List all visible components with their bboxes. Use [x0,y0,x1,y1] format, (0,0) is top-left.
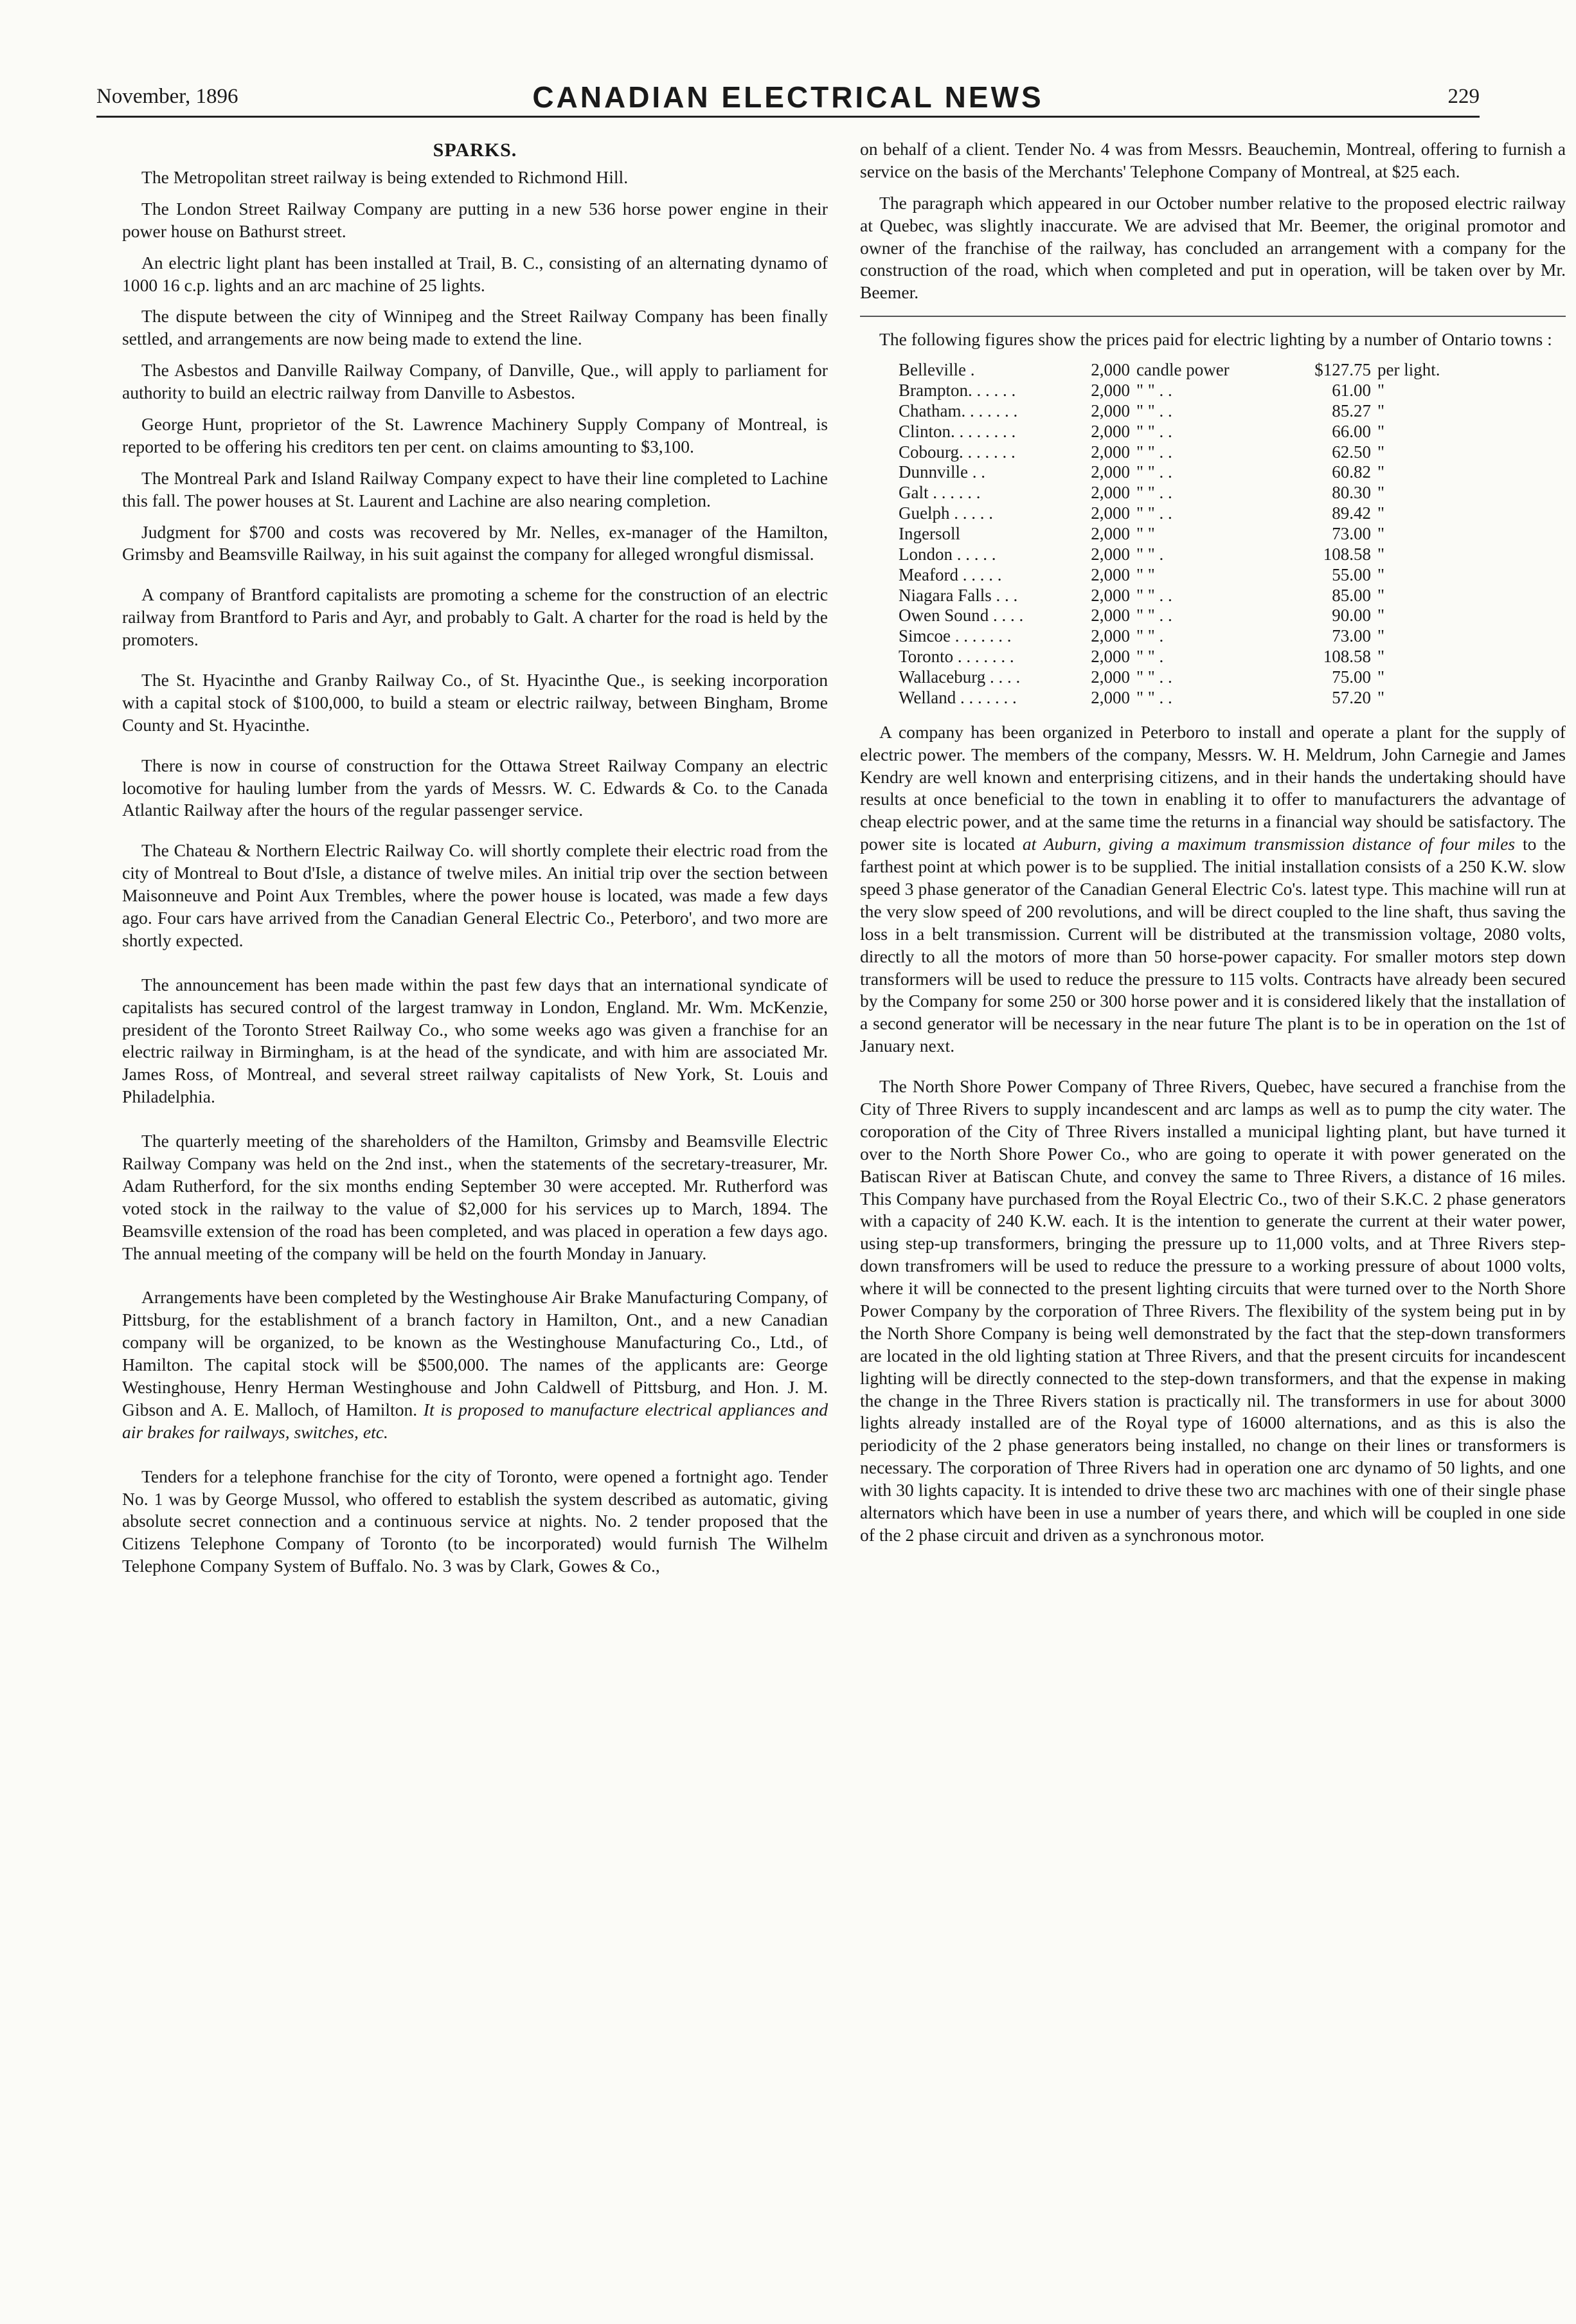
cell-per: " [1377,667,1385,687]
cell-town: Simcoe . . . . . . . [899,626,1012,646]
cell-town: Wallaceburg . . . . [899,667,1021,687]
table-row [899,462,1474,483]
table-row [899,483,1474,503]
cell-cp: 2,000 [1091,687,1130,707]
cell-town: Welland . . . . . . . [899,687,1017,707]
paragraph-text: to the farthest point at which power is to be supplied. The initial installation consists of a 250 K.W. slow speed 3 phase generator of the Canadian General Electric Co's. latest type. This machine will run at the very slow speed of 200 revolutions, and will be direct coupled to the line shaft, thus saving the loss in a belt transmission. Current will be distributed at the transmission voltage, 2080 volts, directly to all the motors of more than 50 horse-power capacity. For smaller motors step down transformers will be used to reduce the pressure to 115 volts. Contracts have already been secured by the Company for some 250 or 300 horse power and it is considered likely that the installation of a second generator will be necessary in the near future The plant is to be in operation on the 1st of January next. [860,834,1566,1056]
paragraph: The Montreal Park and Island Railway Company expect to have their line completed to Lachine this fall. The power houses at St. Laurent and Lachine are also nearing completion. [122,467,828,510]
paragraph: An electric light plant has been installed at Trail, B. C., consisting of an alternating dynamo of 1000 16 c.p. lights and an arc machine of 25 lights. [122,252,828,295]
cell-price: 73.00 [1332,626,1371,646]
cell-town: Niagara Falls . . . [899,585,1018,605]
cell-unit: " " . . [1136,442,1172,462]
cell-per: " [1377,687,1385,707]
paragraph: A company of Brantford capitalists are promoting a scheme for the construction of an electric railway from Brantford to Paris and Ayr, and probably to Galt. A charter for the road is held by the promoters. [122,584,828,650]
cell-unit: " " . . [1136,503,1172,523]
cell-per: " [1377,503,1385,523]
cell-price: 66.00 [1332,421,1371,441]
paragraph: The dispute between the city of Winnipeg and the Street Railway Company has been finally settled, and arrangements are now being made to extend the line. [122,306,828,349]
cell-cp: 2,000 [1091,442,1130,462]
table-row [899,503,1474,524]
cell-town: Clinton. . . . . . . . [899,421,1016,441]
cell-unit: " " [1136,524,1155,543]
cell-town: Toronto . . . . . . . [899,647,1014,667]
cell-cp: 2,000 [1091,360,1130,380]
table-row [899,545,1474,565]
cell-price: 55.00 [1332,564,1371,584]
cell-cp: 2,000 [1091,667,1130,687]
cell-cp: 2,000 [1091,380,1130,400]
cell-price: $127.75 [1314,360,1371,380]
cell-unit: " " [1136,564,1155,584]
cell-price: 89.42 [1332,503,1371,523]
cell-town: Owen Sound . . . . [899,606,1024,626]
cell-unit: " " . [1136,626,1164,646]
cell-town: Brampton. . . . . . [899,380,1016,400]
paragraph-text: A company has been organized in Peterboro to install and operate a plant for the supply of electric power. The members of the company, Messrs. W. H. Meldrum, John Carnegie and James Kendry are well known and enterprising citizens, and in their hands the undertaking should have results at once beneficial to the town in enabling it to offer to manufacturers the advantage of cheap electric power, and at the same time the returns in a financial way should be satisfactory. The power site is located [860,721,1566,854]
paragraph: George Hunt, proprietor of the St. Lawrence Machinery Supply Company of Montreal, is reported to be offering his creditors ten per cent. on claims amounting to $3,100. [122,413,828,456]
cell-unit: " " . . [1136,606,1172,626]
table-row [899,586,1474,606]
cell-unit: " " . . [1136,401,1172,420]
cell-price: 108.58 [1323,647,1371,667]
right-column [860,138,1566,1556]
table-row [899,565,1474,586]
cell-price: 57.20 [1332,687,1371,707]
cell-cp: 2,000 [1091,421,1130,441]
page-header [96,80,1480,118]
cell-town: Meaford . . . . . [899,564,1002,584]
paragraph [122,1286,828,1443]
cell-per: " [1377,647,1385,667]
price-table-body [899,360,1474,708]
cell-unit: " " . [1136,544,1164,564]
cell-cp: 2,000 [1091,626,1130,646]
cell-cp: 2,000 [1091,606,1130,626]
cell-unit: " " . . [1136,421,1172,441]
italic-text: at Auburn, giving a maximum transmission distance of four miles [1022,834,1516,854]
table-row [899,606,1474,626]
table-row [899,381,1474,401]
cell-town: Chatham. . . . . . . [899,401,1018,420]
paragraph-text: Arrangements have been completed by the Westinghouse Air Brake Manufacturing Company, of Pittsburg, for the establishment of a branch factory in Hamilton, Ont., and a new Canadian company will be organized, to be known as the Westinghouse Manufacturing Co., Ltd., of Hamilton. The capital stock will be $500,000. The names of the applicants are: George Westinghouse, Henry Herman Westinghouse and John Caldwell of Pittsburg, and Hon. J. M. Gibson and A. E. Malloch, of Hamilton. [122,1287,828,1419]
cell-price: 108.58 [1323,544,1371,564]
table-row [899,524,1474,545]
cell-price: 85.27 [1332,401,1371,420]
table-row [899,647,1474,667]
cell-unit: " " . [1136,647,1164,667]
table-row [899,442,1474,463]
cell-cp: 2,000 [1091,647,1130,667]
paragraph: Tenders for a telephone franchise for the city of Toronto, were opened a fortnight ago. Tender No. 1 was by George Mussol, who offered to establish the system described as automatic, giving absolute secret connection and a continuous service at nights. No. 2 tender proposed that the Citizens Telephone Company of Toronto (to be incorporated) would furnish The Wilhelm Telephone Company System of Buffalo. No. 3 was by Clark, Gowes & Co., [122,1466,828,1576]
cell-unit: " " . . [1136,585,1172,605]
cell-town: Cobourg. . . . . . . [899,442,1016,462]
paragraph: on behalf of a client. Tender No. 4 was from Messrs. Beauchemin, Montreal, offering to furnish a service on the basis of the Merchants' Telephone Company of Montreal, at $25 each. [860,139,1566,181]
cell-per: " [1377,544,1385,564]
cell-unit: " " . . [1136,462,1172,482]
cell-cp: 2,000 [1091,462,1130,482]
paragraph: Judgment for $700 and costs was recovered by Mr. Nelles, ex-manager of the Hamilton, Grimsby and Beamsville Railway, in his suit against the company for alleged wrongful dismissal. [122,521,828,564]
cell-per: " [1377,442,1385,462]
cell-per: " [1377,380,1385,400]
cell-town: Ingersoll [899,524,960,543]
cell-unit: " " . . [1136,380,1172,400]
cell-price: 61.00 [1332,380,1371,400]
divider [860,316,1566,317]
cell-per: per light. [1377,360,1440,380]
cell-town: Galt . . . . . . [899,483,981,503]
cell-per: " [1377,564,1385,584]
section-title: SPARKS. [433,140,517,161]
paragraph: The London Street Railway Company are putting in a new 536 horse power engine in their power house on Bathurst street. [122,198,828,241]
cell-per: " [1377,626,1385,646]
cell-unit: " " . . [1136,687,1172,707]
cell-price: 60.82 [1332,462,1371,482]
cell-per: " [1377,606,1385,626]
issue-date: November, 1896 [96,85,238,108]
cell-price: 73.00 [1332,524,1371,543]
cell-cp: 2,000 [1091,401,1130,420]
cell-cp: 2,000 [1091,564,1130,584]
left-column [122,138,828,1587]
cell-per: " [1377,585,1385,605]
cell-per: " [1377,524,1385,543]
paragraph: There is now in course of construction for the Ottawa Street Railway Company an electric locomotive for hauling lumber from the yards of Messrs. W. C. Edwards & Co. to the Canada Atlantic Railway after the hours of the regular passenger service. [122,755,828,820]
paragraph: The Asbestos and Danville Railway Company, of Danville, Que., will apply to parliament for authority to build an electric railway from Danville to Asbestos. [122,360,828,403]
cell-per: " [1377,462,1385,482]
paragraph: The St. Hyacinthe and Granby Railway Co., of St. Hyacinthe Que., is seeking incorporation with a capital stock of $100,000, to build a steam or electric railway, between Bingham, Brome County and St. Hyacinthe. [122,669,828,735]
cell-price: 75.00 [1332,667,1371,687]
cell-per: " [1377,483,1385,503]
cell-town: Guelph . . . . . [899,503,993,523]
price-table [899,360,1474,708]
cell-price: 85.00 [1332,585,1371,605]
paragraph: The following figures show the prices paid for electric lighting by a number of Ontario towns : [879,329,1552,350]
table-row [899,401,1474,422]
cell-unit: " " . . [1136,667,1172,687]
cell-price: 80.30 [1332,483,1371,503]
cell-per: " [1377,401,1385,420]
cell-cp: 2,000 [1091,503,1130,523]
cell-price: 90.00 [1332,606,1371,626]
paragraph: The quarterly meeting of the shareholders of the Hamilton, Grimsby and Beamsville Electric Railway Company was held on the 2nd inst., when the statements of the secretary-treasurer, Mr. Adam Rutherford, for the six months ending September 30 were accepted. Mr. Rutherford was voted stock in the railway to the value of $2,000 for his services up to March, 1894. The Beamsville extension of the road has been completed, and was placed in operation a few days ago. The annual meeting of the company will be held on the fourth Monday in January. [122,1131,828,1263]
page-number: 229 [1447,85,1480,108]
cell-town: Belleville . [899,360,975,380]
cell-unit: " " . . [1136,483,1172,503]
cell-per: " [1377,421,1385,441]
cell-cp: 2,000 [1091,524,1130,543]
cell-cp: 2,000 [1091,585,1130,605]
cell-price: 62.50 [1332,442,1371,462]
cell-cp: 2,000 [1091,483,1130,503]
cell-cp: 2,000 [1091,544,1130,564]
paragraph: The North Shore Power Company of Three Rivers, Quebec, have secured a franchise from the City of Three Rivers to supply incandescent and arc lamps as well as to pump the city water. The coroporation of the City of Three Rivers installed a municipal lighting plant, but have turned it over to the North Shore Power Co., who are going to operate it with power generated on the Batiscan River at Batiscan Chute, and convey the same to Three Rivers, a distance of 16 miles. This Company have purchased from the Royal Electric Co., two of their S.K.C. 2 phase generators with a capacity of 240 K.W. each. It is the intention to generate the current at their water power, using step-up transformers, bringing the pressure up to 11,000 volts, and at Three Rivers step-down transfromers will be used to reduce the pressure to a working pressure of about 1000 volts, where it will be connected to the present lighting circuits that were turned over to the North Shore Power Company by the corporation of Three Rivers. The flexibility of the system being put in by the North Shore Company is being well demonstrated by the fact that the step-down transformers are located in the old lighting station at Three Rivers, and that the present circuits for incandescent lighting will be directly connected to the step-down transformers, and that the expense in making the change in the Three Rivers station is practically nil. The transformers in use for about 3000 lights already installed are of the Royal type of 16000 alternations, and as this is also the periodicity of the 2 phase generators being installed, no change on their lines or transformers is necessary. The corporation of Three Rivers had in operation one arc dynamo of 50 lights, and one with 30 lights capacity. It is intended to drive these two arc machines with one of their single phase alternators which have been in use a number of years there, and which will be coupled in one side of the 2 phase circuit and driven as a synchronous motor. [860,1076,1566,1545]
table-row [899,626,1474,647]
paragraph: The announcement has been made within the past few days that an international syndicate of capitalists has secured control of the largest tramway in London, England. Mr. Wm. McKenzie, president of the Toronto Street Railway Co., who some weeks ago was given a franchise for an electric railway in Birmingham, is at the head of the syndicate, and with him are associated Mr. James Ross, of Montreal, and several street railway capitalists of New York, St. Louis and Philadelphia. [122,974,828,1107]
italic-text: It is proposed to manufacture electrical appliances and air brakes for railways, switches, etc. [122,1399,828,1442]
paragraph: The Chateau & Northern Electric Railway Co. will shortly complete their electric road from the city of Montreal to Bout d'Isle, a distance of twelve miles. An initial trip over the section between Maisonneuve and Point Aux Trembles, where the power house is located, was made a few days ago. Four cars have arrived from the Canadian General Electric Co., Peterboro', and two more are shortly expected. [122,840,828,950]
cell-town: London . . . . . [899,544,996,564]
paragraph: The paragraph which appeared in our October number relative to the proposed electric railway at Quebec, was slightly inaccurate. We are advised that Mr. Beemer, the original promotor and owner of the franchise of the railway, has concluded an arrangement with a company for the construction of the road, which when completed and put in operation, will be taken over by Mr. Beemer. [860,192,1566,303]
masthead-title: CANADIAN ELECTRICAL NEWS [532,80,1044,114]
cell-town: Dunnville . . [899,462,985,482]
table-row [899,667,1474,688]
table-row [899,422,1474,442]
table-row [899,360,1474,381]
paragraph: The Metropolitan street railway is being extended to Richmond Hill. [141,167,629,187]
table-row [899,688,1474,708]
paragraph [860,721,1566,1058]
cell-unit: candle power [1136,360,1230,380]
